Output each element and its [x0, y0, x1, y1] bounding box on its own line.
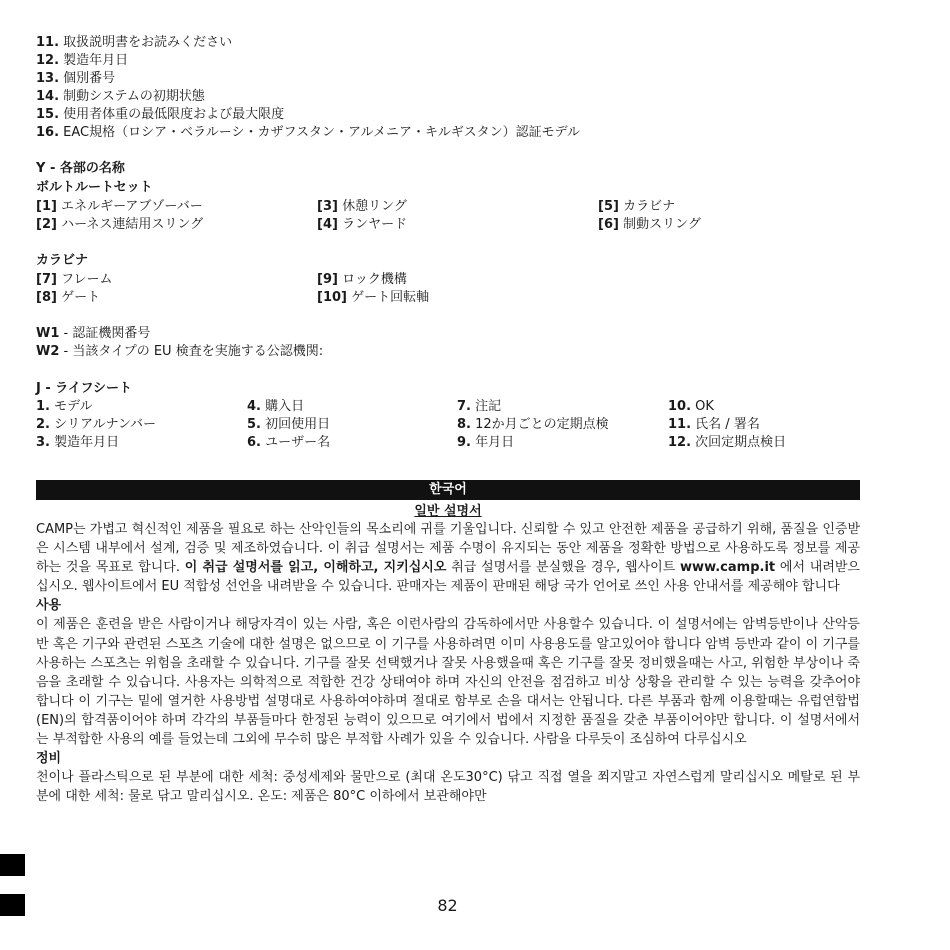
language-banner: 한국어 [36, 480, 860, 500]
part-item: [10] ゲート回転軸 [317, 290, 430, 305]
cert-line: W1 - 認証機関番号 [36, 326, 151, 341]
lifesheet-item: 9. 年月日 [457, 435, 515, 450]
list-item: 15. 使用者体重の最低限度および最大限度 [36, 107, 285, 122]
lifesheet-item: 10. OK [668, 399, 714, 414]
page-tab [0, 854, 25, 876]
section-title: 일반 설명서 [414, 504, 482, 519]
part-item: [7] フレーム [36, 272, 113, 287]
list-item: 14. 制動システムの初期状態 [36, 89, 205, 104]
part-item: [2] ハーネス連結用スリング [36, 217, 204, 232]
part-item: [5] カラビナ [598, 199, 676, 214]
part-item: [4] ランヤード [317, 217, 408, 232]
list-item: 11. 取扱説明書をお読みください [36, 35, 233, 50]
intro-paragraph: CAMP는 가볍고 혁신적인 제품을 필요로 하는 산악인들의 목소리에 귀를 기울입니다. 신뢰할 수 있고 안전한 제품을 공급하기 위해, 품질을 인증받은 시스템 내부에서 설계, 검증 및 제조하였습니다. 이 취급 설명서는 제품 수명이 유지되는 동안 제품을 정확한 방법으로 사용하도록 정보를 제공하는 것을 목표로 합니다. 이 취급 설명서를 읽고, 이해하고, 지키십시오 취급 설명서를 분실했을 경우, 웹사이트 www.camp.it 에서 내려받으십시오. 웹사이트에서 EU 적합성 선언을 내려받을 수 있습니다. 판매자는 제품이 판매된 해당 국가 언어로 쓰인 사용 안내서를 제공해야 합니다 [36, 522, 860, 595]
usage-heading: 사용 [36, 598, 62, 614]
parts-heading: Y - 各部の名称 [36, 161, 125, 176]
lifesheet-item: 1. モデル [36, 399, 93, 414]
lifesheet-item: 2. シリアルナンバー [36, 417, 157, 432]
lifesheet-item: 6. ユーザー名 [247, 435, 331, 450]
lifesheet-item: 8. 12か月ごとの定期点検 [457, 417, 609, 432]
part-item: [3] 休憩リング [317, 199, 407, 214]
korean-body [36, 520, 860, 806]
part-item: [1] エネルギーアブゾーバー [36, 199, 203, 214]
maintenance-heading: 정비 [36, 751, 62, 767]
maintenance-paragraph: 천이나 플라스틱으로 된 부분에 대한 세척: 중성세제와 물만으로 (최대 온도30°C) 닦고 직접 열을 쬐지말고 자연스럽게 말리십시오 메탈로 된 부분에 대한 세척: 물로 닦고 말리십시오. 온도: 제품은 80°C 이하에서 보관해야만 [36, 770, 860, 805]
bolt-set-heading: ボルトルートセット [36, 180, 153, 195]
page-number: 82 [437, 896, 458, 915]
lifesheet-item: 5. 初回使用日 [247, 417, 331, 432]
usage-paragraph: 이 제품은 훈련을 받은 사람이거나 해당자격이 있는 사람, 혹은 이런사람의 감독하에서만 사용할수 있습니다. 이 설명서에는 암벽등반이나 산악등반 혹은 기구와 관련된 스포츠 기술에 대한 설명은 없으므로 이 기구를 사용하려면 이미 사용용도를 알고있어야 합니다 암벽 등반과 같이 이 기구를 사용하는 스포츠는 위험을 초래할 수 있습니다. 기구를 잘못 선택했거나 잘못 사용했을때 혹은 기구를 잘못 정비했을때는 사고, 위험한 부상이나 죽음을 초래할 수 있습니다. 사용자는 의학적으로 적합한 건강 상태여야 하며 자신의 안전을 점검하고 비상 상황을 관리할 수 있는 능력을 갖추어야 합니다 이 기구는 밑에 열거한 사용방법 설명대로 사용하여야하며 절대로 함부로 손을 대서는 안됩니다. 다른 부품과 함께 이용할때는 유럽연합법 (EN)의 합격품이어야 하며 각각의 부품들마다 한정된 능력이 있으므로 여기에서 법에서 지정한 품질을 갖춘 부품이어야만 합니다. 이 설명서에서는 부적합한 사용의 예를 들었는데 그외에 무수히 많은 부적합 사례가 있을 수 있습니다. 사람을 다루듯이 조심하여 다루십시오 [36, 617, 860, 748]
cert-line: W2 - 当該タイプの EU 検査を実施する公認機関: [36, 344, 324, 359]
part-item: [8] ゲート [36, 290, 101, 305]
lifesheet-heading: J - ライフシート [36, 381, 132, 396]
lifesheet-item: 11. 氏名 / 署名 [668, 417, 760, 432]
lifesheet-item: 4. 購入日 [247, 399, 305, 414]
list-item: 16. EAC規格（ロシア・ベラルーシ・カザフスタン・アルメニア・キルギスタン）認証モデル [36, 125, 581, 140]
lifesheet-item: 7. 注記 [457, 399, 502, 414]
lifesheet-item: 3. 製造年月日 [36, 435, 120, 450]
list-item: 13. 個別番号 [36, 71, 116, 86]
carabiner-heading: カラビナ [36, 253, 89, 268]
part-item: [9] ロック機構 [317, 272, 407, 287]
part-item: [6] 制動スリング [598, 217, 701, 232]
list-item: 12. 製造年月日 [36, 53, 129, 68]
lifesheet-item: 12. 次回定期点検日 [668, 435, 787, 450]
